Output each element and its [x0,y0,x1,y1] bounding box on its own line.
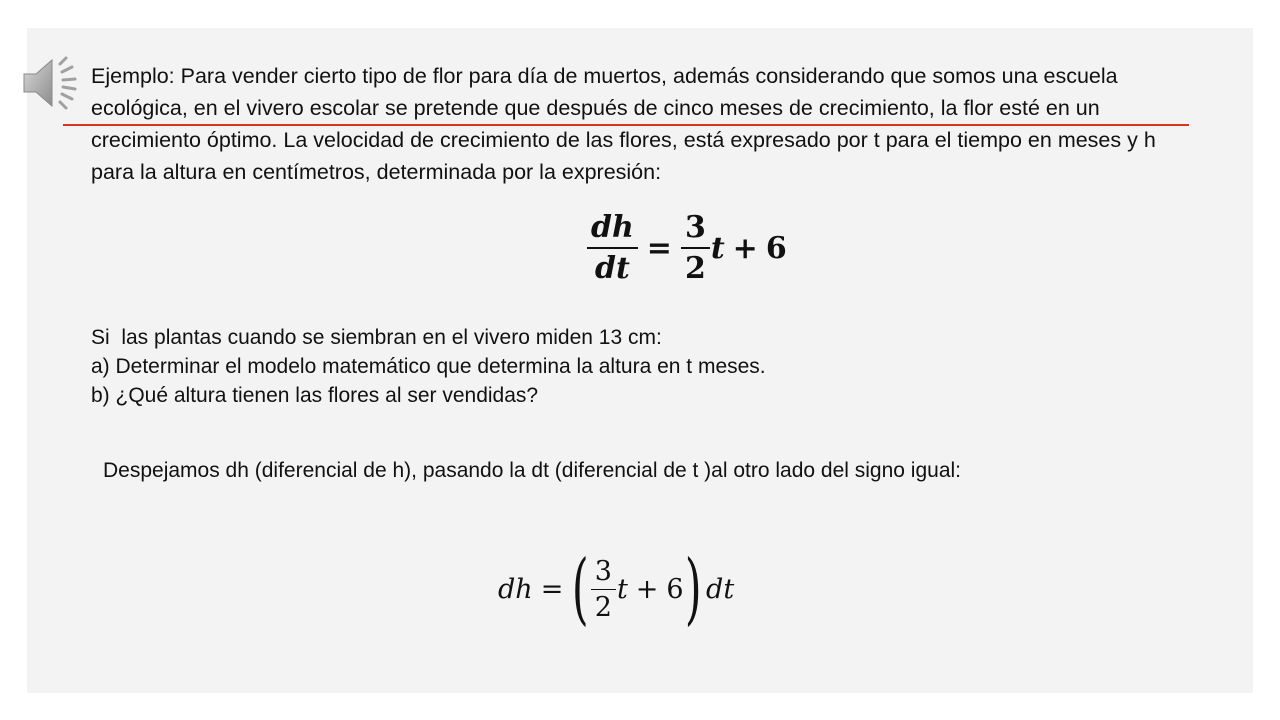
question-intro: Si las plantas cuando se siembran en el vivero miden 13 cm: [91,326,662,349]
fraction-denominator: 2 [681,247,710,286]
dh-term: dh [498,573,533,605]
fraction-denominator: 2 [591,589,616,623]
fraction-numerator: 3 [684,210,706,245]
plus-sign: + [732,230,758,266]
three-halves-fraction [593,556,614,623]
fraction-numerator: 3 [594,555,612,587]
fraction-numerator: dh [591,210,634,245]
variable-t: t [616,573,628,605]
plus-sign: + [635,573,659,605]
annotation-underline [63,124,1189,126]
differential-equation [586,205,787,291]
open-paren: ( [572,544,589,634]
example-paragraph: Ejemplo: Para vender cierto tipo de flor para día de muertos, además considerando que somos una escuela ecológica, en el vivero escolar se pretende que después de cinco meses de crecimiento, la flor esté en un crecimiento óptimo. La velocidad de crecimiento de las flores, está expresado por t para el tiempo en meses y h para la altura en centímetros, determinada por la expresión: [91,64,1156,184]
constant: 6 [765,230,787,266]
close-paren: ) [684,544,702,634]
three-halves-fraction [683,210,708,286]
equals-sign: = [540,573,564,605]
equals-sign: = [646,230,672,266]
questions [91,323,991,410]
dt-term: dt [706,573,735,605]
question-a: a) Determinar el modelo matemático que determina la altura en t meses. [91,355,766,378]
dh-dt-fraction [589,210,636,286]
fraction-denominator: dt [587,247,638,286]
solution-step-text: Despejamos dh (diferencial de h), pasando la dt (diferencial de t )al otro lado del signo igual: [103,459,962,482]
speaker-icon[interactable] [20,54,84,112]
question-b: b) ¿Qué altura tienen las flores al ser vendidas? [91,384,539,407]
separated-equation [498,545,734,633]
constant: 6 [666,573,684,605]
variable-t: t [710,230,725,266]
